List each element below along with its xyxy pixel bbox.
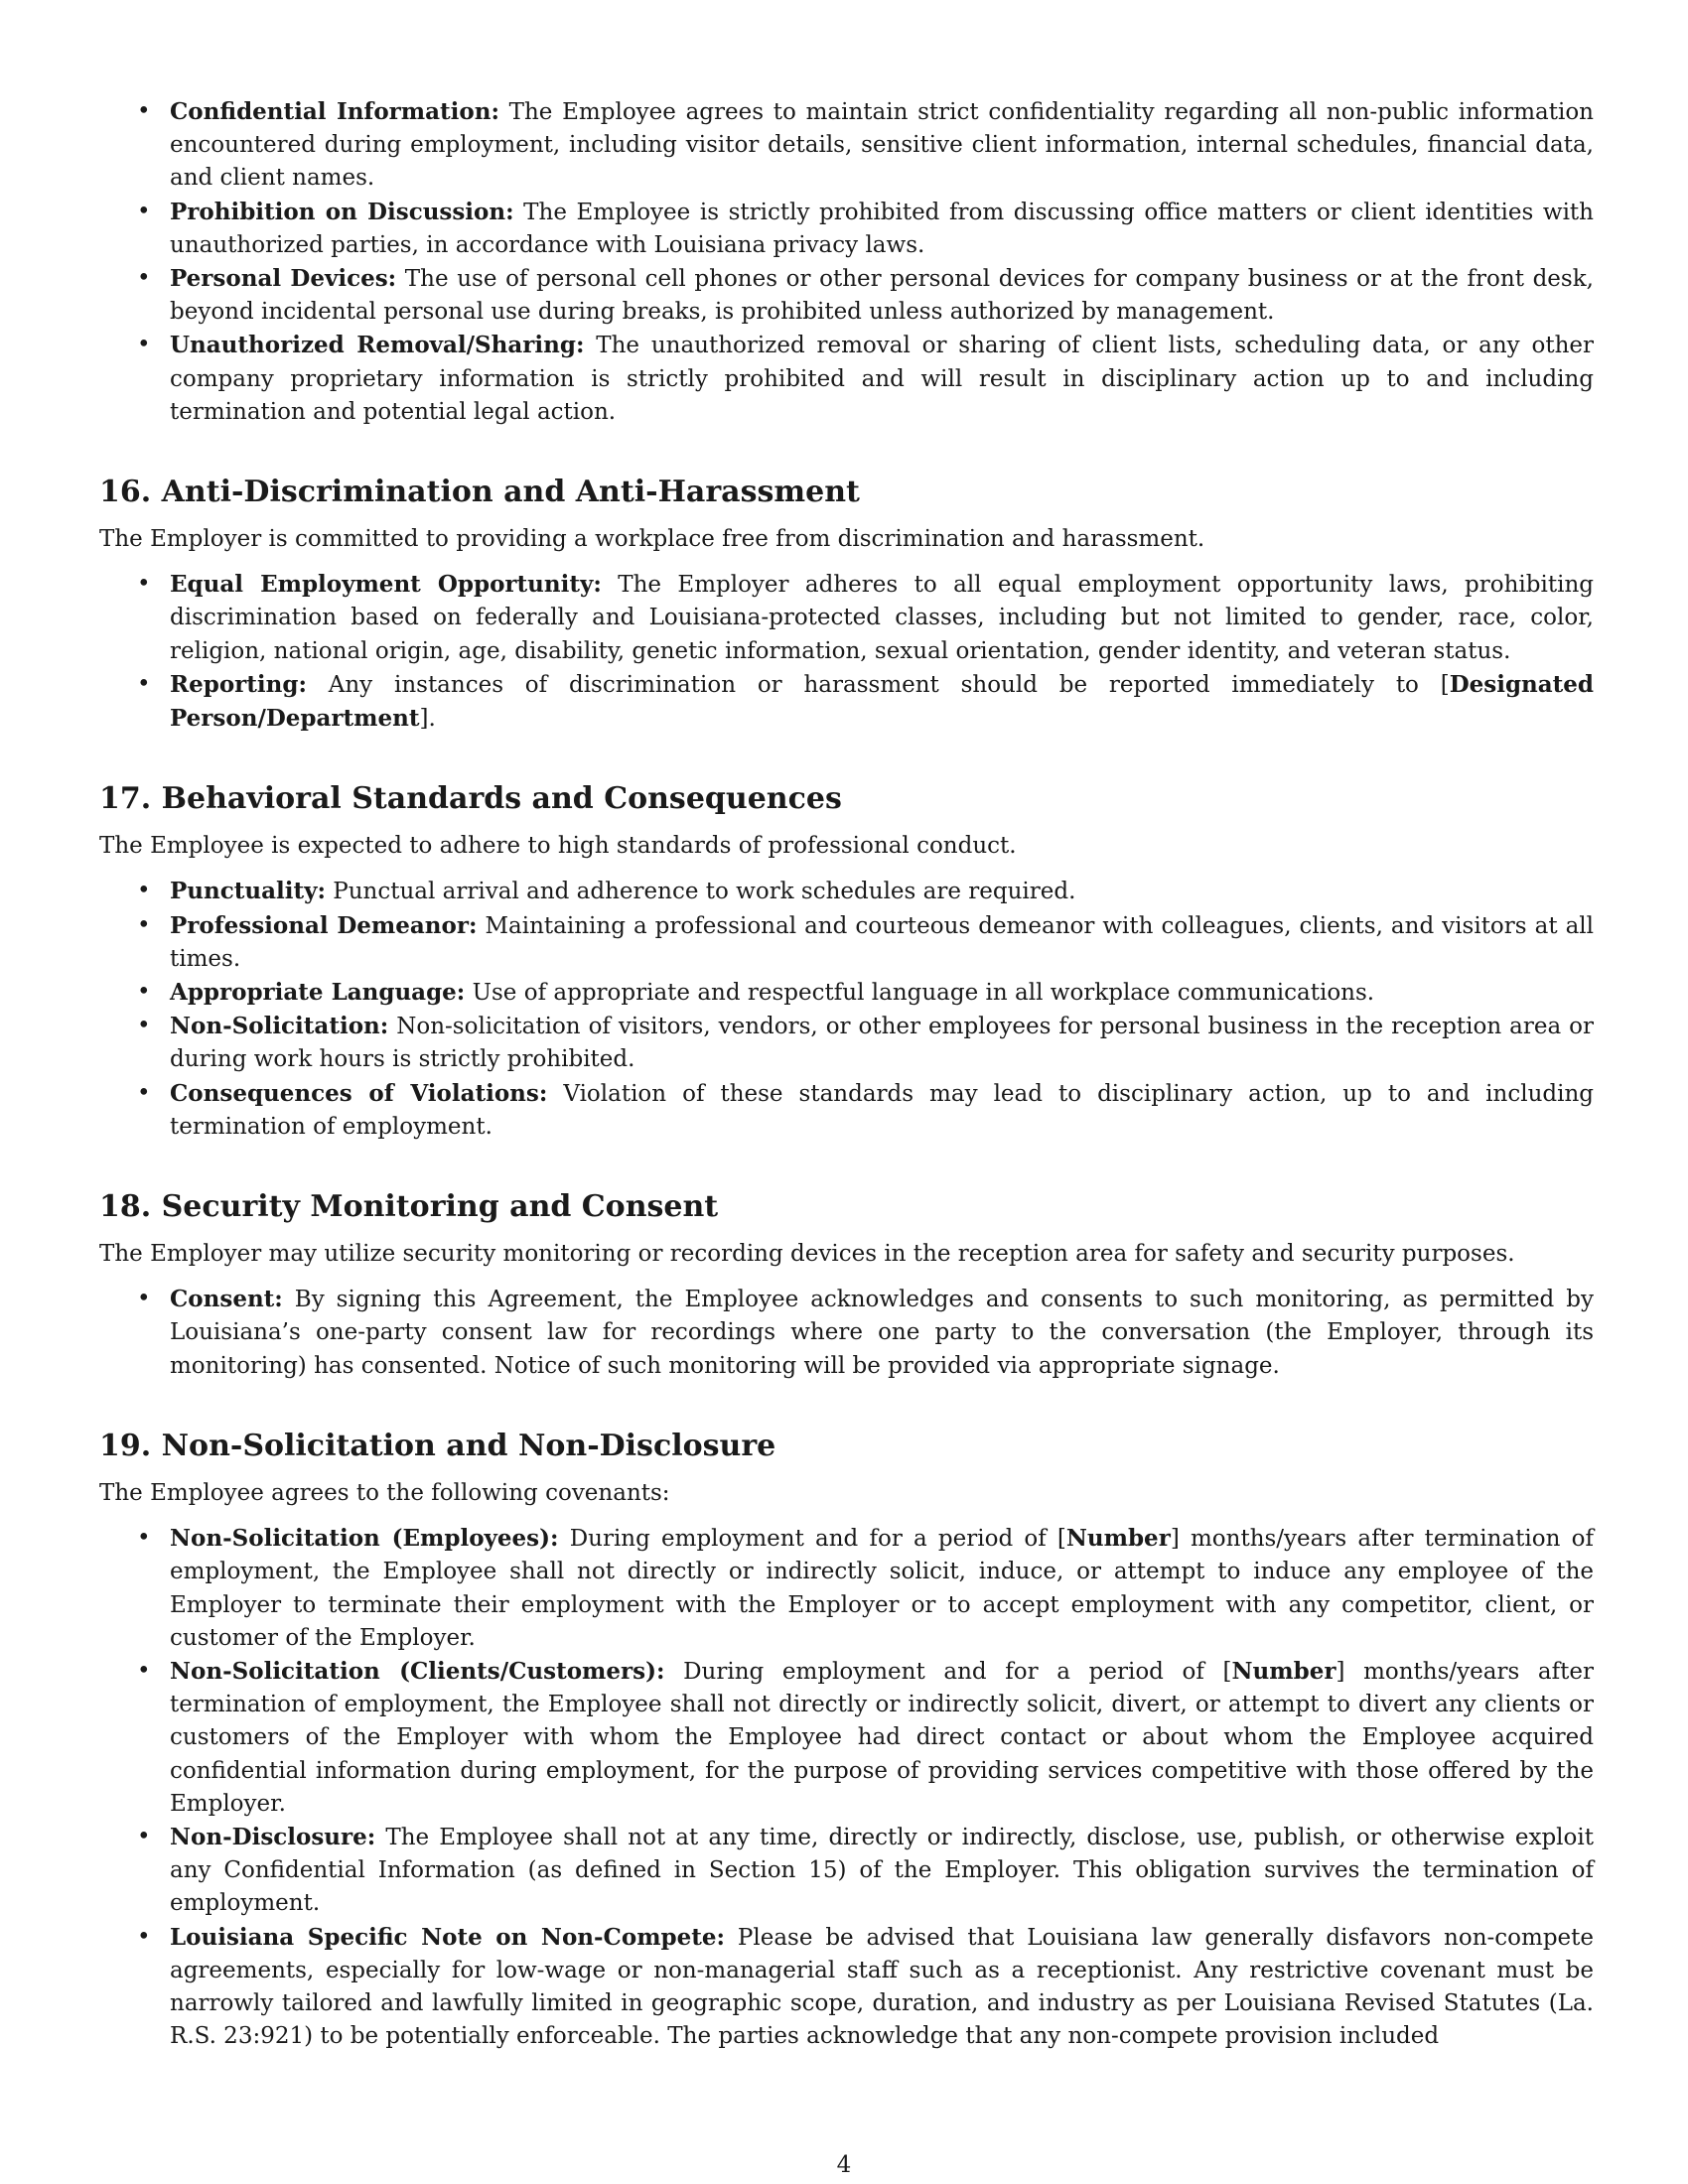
list-item	[99, 668, 1594, 736]
section-list	[99, 1522, 1594, 2053]
section-18	[99, 1187, 1594, 1383]
list-item	[99, 95, 1594, 196]
item-term: Consent:	[170, 1286, 283, 1313]
section-heading: 16. Anti-Discrimination and Anti-Harassment	[99, 475, 860, 510]
list-item	[99, 1522, 1594, 1655]
item-text: During employment and for a period of [	[558, 1526, 1066, 1553]
item-text: Please be advised that Louisiana law generally disfavors non-compete agreements, especially for low-wage or non-managerial staff such as a receptionist. Any restrictive covenant must be narrowly tailored and lawfully limited in geographic scope, duration, and industry as per Louisiana Revised Statutes (La. R.S. 23:921) to be potentially enforceable. The parties acknowledge that any non-compete provision included	[170, 1924, 1595, 2050]
item-text: During employment and for a period of [	[664, 1658, 1232, 1685]
section-intro: The Employee agrees to the following covenants:	[99, 1479, 670, 1506]
section-list	[99, 568, 1594, 736]
section-16	[99, 473, 1594, 736]
item-term: Consequences of Violations:	[170, 1079, 548, 1107]
list-item	[99, 329, 1594, 429]
section-list	[99, 875, 1594, 1144]
item-term: Non-Solicitation:	[170, 1013, 389, 1040]
item-text: Punctual arrival and adherence to work schedules are required.	[325, 879, 1076, 905]
item-text: ].	[419, 706, 436, 733]
item-term: Unauthorized Removal/Sharing:	[170, 332, 585, 359]
section-intro: The Employer is committed to providing a workplace free from discrimination and harassment.	[99, 526, 1205, 553]
list-item	[99, 976, 1594, 1010]
item-text: The use of personal cell phones or other personal devices for company business or at the front desk, beyond incidental personal use during breaks, is prohibited unless authorized by management.	[170, 266, 1594, 326]
item-term: Confidential Information:	[170, 98, 499, 125]
placeholder: Number	[1065, 1525, 1171, 1553]
item-text: Any instances of discrimination or harassment should be reported immediately to [	[306, 671, 1450, 698]
section-intro: The Employer may utilize security monitoring or recording devices in the reception area for safety and security purposes.	[99, 1241, 1515, 1268]
list-item	[99, 1821, 1594, 1921]
item-term: Non-Solicitation (Clients/Customers):	[170, 1657, 665, 1685]
item-term: Prohibition on Discussion:	[170, 198, 514, 225]
item-term: Louisiana Specific Note on Non-Compete:	[170, 1923, 726, 1951]
item-text: By signing this Agreement, the Employee acknowledges and consents to such monitoring, as permitted by Louisiana’s one-party consent law for recordings where one party to the conversation (the Employer, through its monitoring) has consented. Notice of such monitoring will be provided via appropriate signage.	[170, 1287, 1594, 1379]
item-term: Appropriate Language:	[170, 979, 466, 1007]
section-19	[99, 1427, 1594, 2053]
confidentiality-list	[99, 95, 1594, 429]
list-item	[99, 262, 1594, 329]
item-term: Personal Devices:	[170, 265, 397, 293]
list-item	[99, 909, 1594, 976]
item-term: Punctuality:	[170, 878, 326, 905]
list-item	[99, 1655, 1594, 1821]
item-term: Non-Solicitation (Employees):	[170, 1525, 559, 1553]
list-item	[99, 1010, 1594, 1076]
item-text: Non-solicitation of visitors, vendors, or other employees for personal business in the reception area or during work hours is strictly prohibited.	[170, 1014, 1594, 1073]
placeholder: Designated Person/Department	[170, 670, 1594, 733]
item-text: Maintaining a professional and courteous demeanor with colleagues, clients, and visitors at all times.	[170, 912, 1594, 972]
item-term: Equal Employment Opportunity:	[170, 571, 602, 599]
list-item	[99, 568, 1594, 668]
list-item	[99, 196, 1594, 262]
item-term: Professional Demeanor:	[170, 911, 478, 939]
item-term: Reporting:	[170, 670, 307, 698]
item-text: The Employer adheres to all equal employment opportunity laws, prohibiting discrimination based on federally and Louisiana-protected classes, including but not limited to gender, race, color, religion, national origin, age, disability, genetic information, sexual orientation, gender identity, and veteran status.	[170, 572, 1594, 664]
section-heading: 17. Behavioral Standards and Consequences	[99, 781, 842, 817]
list-item	[99, 1283, 1594, 1383]
document-page	[99, 95, 1594, 2053]
item-text: The unauthorized removal or sharing of client lists, scheduling data, or any other company proprietary information is strictly prohibited and will result in disciplinary action up to and including termination and potential legal action.	[170, 333, 1594, 425]
section-intro: The Employee is expected to adhere to high standards of professional conduct.	[99, 833, 1017, 860]
item-text: The Employee agrees to maintain strict confidentiality regarding all non-public information encountered during employment, including visitor details, sensitive client information, internal schedules, financial data, and client names.	[170, 99, 1594, 192]
item-text: The Employee is strictly prohibited from discussing office matters or client identities with unauthorized parties, in accordance with Louisiana privacy laws.	[170, 199, 1594, 258]
page-number: 4	[836, 2152, 852, 2178]
item-text: Violation of these standards may lead to disciplinary action, up to and including termination of employment.	[170, 1080, 1595, 1140]
item-text: ] months/years after termination of employment, the Employee shall not directly or indirectly solicit, divert, or attempt to divert any clients or customers of the Employer with whom the Employee had direct contact or about whom the Employee acquired confidential information during employment, for the purpose of providing services competitive with those offered by the Employer.	[170, 1658, 1594, 1817]
list-item	[99, 875, 1594, 908]
list-item	[99, 1921, 1594, 2054]
item-text: The Employee shall not at any time, directly or indirectly, disclose, use, publish, or otherwise exploit any Confidential Information (as defined in Section 15) of the Employer. This obligation survives the termination of employment.	[170, 1824, 1594, 1917]
item-text: ] months/years after termination of employment, the Employee shall not directly or indirectly solicit, induce, or attempt to induce any employee of the Employer to terminate their employment with the Employer or to accept employment with any competitor, client, or customer of the Employer.	[170, 1526, 1594, 1651]
placeholder: Number	[1231, 1657, 1336, 1685]
item-term: Non-Disclosure:	[170, 1823, 376, 1850]
item-text: Use of appropriate and respectful language in all workplace communications.	[465, 980, 1375, 1007]
section-17	[99, 779, 1594, 1144]
section-list	[99, 1283, 1594, 1383]
section-heading: 19. Non-Solicitation and Non-Disclosure	[99, 1428, 776, 1463]
list-item	[99, 1077, 1594, 1144]
section-heading: 18. Security Monitoring and Consent	[99, 1189, 719, 1225]
